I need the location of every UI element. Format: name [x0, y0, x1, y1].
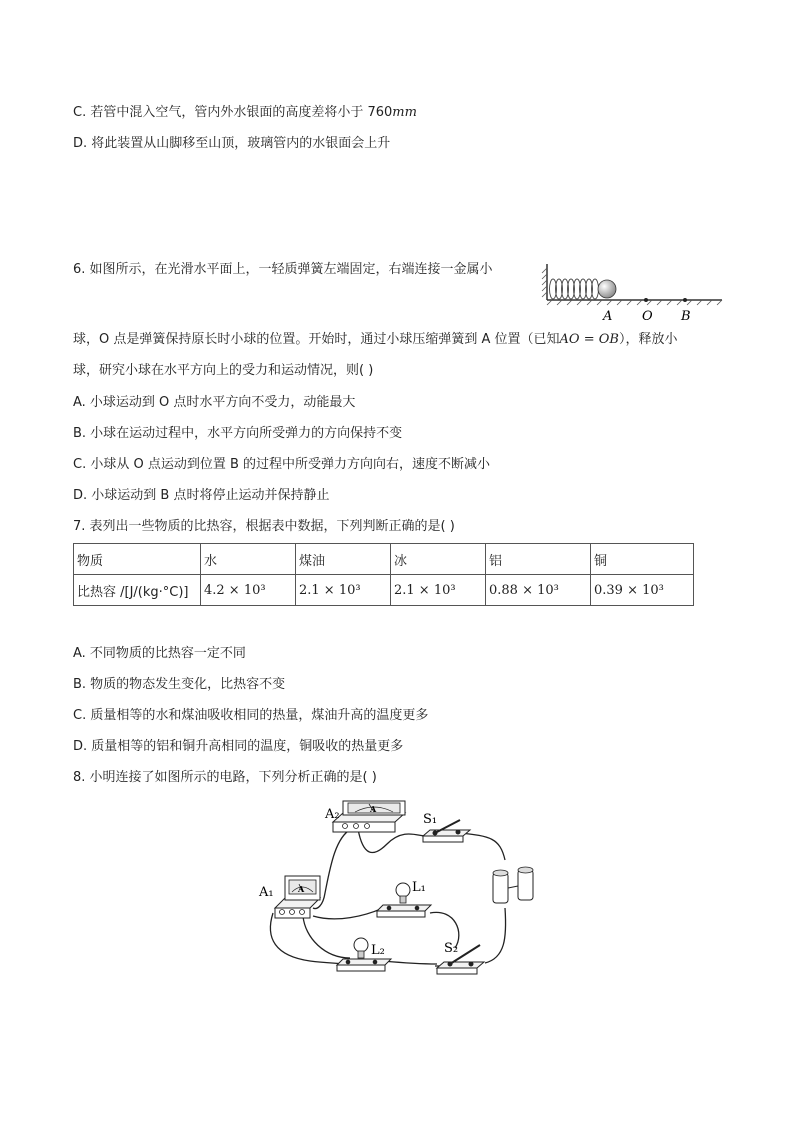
label-a1: A₁ — [259, 885, 274, 900]
q6-stem-line1: 6. 如图所示，在光滑水平面上，一轻质弹簧左端固定，右端连接一金属小 — [73, 262, 493, 277]
label-a2: A₂ — [325, 807, 340, 822]
q7-option-c: C. 质量相等的水和煤油吸收相同的热量，煤油升高的温度更多 — [73, 708, 429, 723]
q6-stem-line3: 球，研究小球在水平方向上的受力和运动情况，则( ) — [73, 363, 374, 378]
table-header-cell: 煤油 — [296, 544, 391, 575]
label-l2: L₂ — [371, 943, 385, 958]
table-cell: 0.39 × 10³ — [591, 575, 694, 606]
spring-figure — [540, 262, 725, 324]
q7-stem: 7. 表列出一些物质的比热容，根据表中数据，下列判断正确的是( ) — [73, 519, 455, 534]
table-cell: 2.1 × 10³ — [296, 575, 391, 606]
q6-option-a: A. 小球运动到 O 点时水平方向不受力，动能最大 — [73, 395, 356, 410]
q7-option-b: B. 物质的物态发生变化，比热容不变 — [73, 677, 286, 692]
label-s2: S₂ — [444, 941, 459, 956]
point-a-label: A — [603, 309, 613, 324]
table-header-cell: 物质 — [74, 544, 201, 575]
q7-option-d: D. 质量相等的铝和铜升高相同的温度，铜吸收的热量更多 — [73, 739, 404, 754]
table-header-row — [74, 544, 694, 575]
q5-unit: mm — [392, 105, 417, 120]
battery-pack — [493, 867, 533, 903]
circuit-figure — [255, 798, 555, 978]
q6-option-c: C. 小球从 O 点运动到位置 B 的过程中所受弹力方向向右，速度不断减小 — [73, 457, 491, 472]
q8-stem: 8. 小明连接了如图所示的电路，下列分析正确的是( ) — [73, 770, 377, 785]
table-header-cell: 铜 — [591, 544, 694, 575]
label-s1: S₁ — [423, 812, 438, 827]
q5-option-d: D. 将此装置从山脚移至山顶，玻璃管内的水银面会上升 — [73, 136, 391, 151]
table-cell: 0.88 × 10³ — [486, 575, 591, 606]
ammeter-a2 — [333, 801, 405, 832]
point-b-label: B — [681, 309, 691, 324]
q6-stem-line2: 球，O 点是弹簧保持原长时小球的位置。开始时，通过小球压缩弹簧到 A 位置（已知AO = OB），释放小 — [73, 332, 678, 347]
table-row — [74, 575, 694, 606]
table-header-cell: 冰 — [391, 544, 486, 575]
q6-option-b: B. 小球在运动过程中，水平方向所受弹力的方向保持不变 — [73, 426, 403, 441]
q6-option-d: D. 小球运动到 B 点时将停止运动并保持静止 — [73, 488, 330, 503]
q7-option-a: A. 不同物质的比热容一定不同 — [73, 646, 246, 661]
ammeter-a2-dial-label: A — [370, 804, 377, 814]
q5-option-c: C. 若管中混入空气，管内外水银面的高度差将小于 760mm — [73, 105, 417, 120]
table-cell: 4.2 × 10³ — [201, 575, 296, 606]
q6-math-ao-ob: AO = OB — [559, 332, 619, 347]
specific-heat-table — [73, 543, 694, 606]
table-header-cell: 水 — [201, 544, 296, 575]
label-l1: L₁ — [412, 880, 426, 895]
table-header-cell: 铝 — [486, 544, 591, 575]
table-cell: 2.1 × 10³ — [391, 575, 486, 606]
table-row-label: 比热容 /[J/(kg·°C)] — [74, 575, 201, 606]
ammeter-a1 — [275, 876, 320, 918]
point-o-label: O — [642, 309, 653, 324]
ammeter-a1-dial-label: A — [298, 884, 305, 894]
